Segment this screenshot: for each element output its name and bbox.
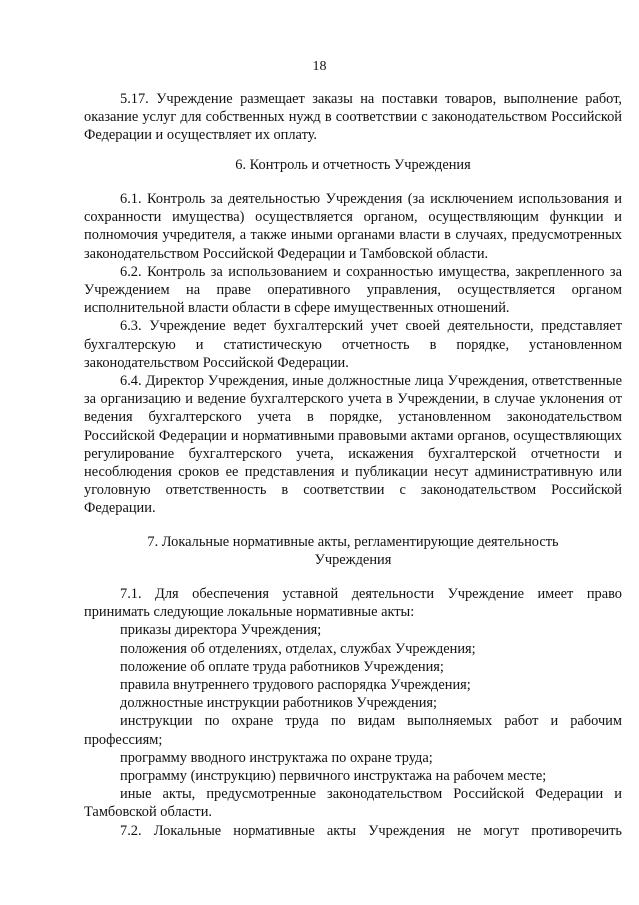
page-number: 18 bbox=[312, 59, 327, 74]
list-item: программу (инструкцию) первичного инструктажа на рабочем месте; bbox=[120, 768, 547, 785]
section-7-title-line2: Учреждения bbox=[314, 552, 392, 569]
clause-5-17-block bbox=[84, 90, 622, 145]
section-6-heading-block bbox=[84, 156, 622, 174]
clause-6-1: 6.1. Контроль за деятельностью Учреждения (за исключением использования и сохранности имущества) осуществляется органом, осуществляющим функции и полномочия учредителя, а также иными органами власти в случаях, предусмотренных законодательством Российской Федерации и Тамбовской области. bbox=[84, 191, 622, 262]
clause-6-3: 6.3. Учреждение ведет бухгалтерский учет своей деятельности, представляет бухгалтерскую и статистическую отчетность в порядке, установленном законодательством Российской Федерации. bbox=[84, 318, 622, 371]
list-item: положение об оплате труда работников Учреждения; bbox=[120, 658, 444, 675]
section-7-body bbox=[84, 585, 622, 840]
clause-7-1-intro: 7.1. Для обеспечения уставной деятельности Учреждение имеет право принимать следующие локальные нормативные акты: bbox=[84, 586, 622, 621]
list-item: правила внутреннего трудового распорядка Учреждения; bbox=[120, 677, 471, 694]
list-item: приказы директора Учреждения; bbox=[120, 622, 322, 639]
clause-7-2: 7.2. Локальные нормативные акты Учреждения не могут противоречить bbox=[120, 822, 622, 839]
clause-6-4: 6.4. Директор Учреждения, иные должностные лица Учреждения, ответственные за организацию и ведение бухгалтерского учета в Учреждении, в случае уклонения от ведения бухгалтерского учета в порядке, установленном законодательством Российской Федерации и нормативными правовыми актами органов, осуществляющих регулирование бухгалтерского учета, искажения бухгалтерской отчетности и несоблюдения сроков ее представления и публикации несут административную или уголовную ответственность в соответствии с законодательством Российской Федерации. bbox=[84, 373, 622, 517]
section-6-title: 6. Контроль и отчетность Учреждения bbox=[235, 157, 471, 173]
list-item: иные акты, предусмотренные законодательством Российской Федерации и Тамбовской области. bbox=[84, 786, 622, 821]
clause-6-2: 6.2. Контроль за использованием и сохранностью имущества, закрепленного за Учреждением на праве оперативного управления, осуществляется органом исполнительной власти области в сфере имущественных отношений. bbox=[84, 263, 622, 317]
list-item: положения об отделениях, отделах, службах Учреждения; bbox=[120, 640, 476, 657]
list-item: должностные инструкции работников Учреждения; bbox=[120, 695, 438, 712]
list-item: программу вводного инструктажа по охране труда; bbox=[120, 749, 433, 766]
clause-5-17: 5.17. Учреждение размещает заказы на поставки товаров, выполнение работ, оказание услуг для собственных нужд в соответствии с законодательством Российской Федерации и осуществляет их оплату. bbox=[84, 91, 622, 144]
section-7-title-line1: 7. Локальные нормативные акты, регламентирующие деятельность bbox=[147, 534, 559, 550]
section-7-heading-block bbox=[84, 533, 622, 569]
list-item: инструкции по охране труда по видам выполняемых работ и рабочим профессиям; bbox=[84, 713, 622, 748]
section-6-body bbox=[84, 190, 622, 518]
